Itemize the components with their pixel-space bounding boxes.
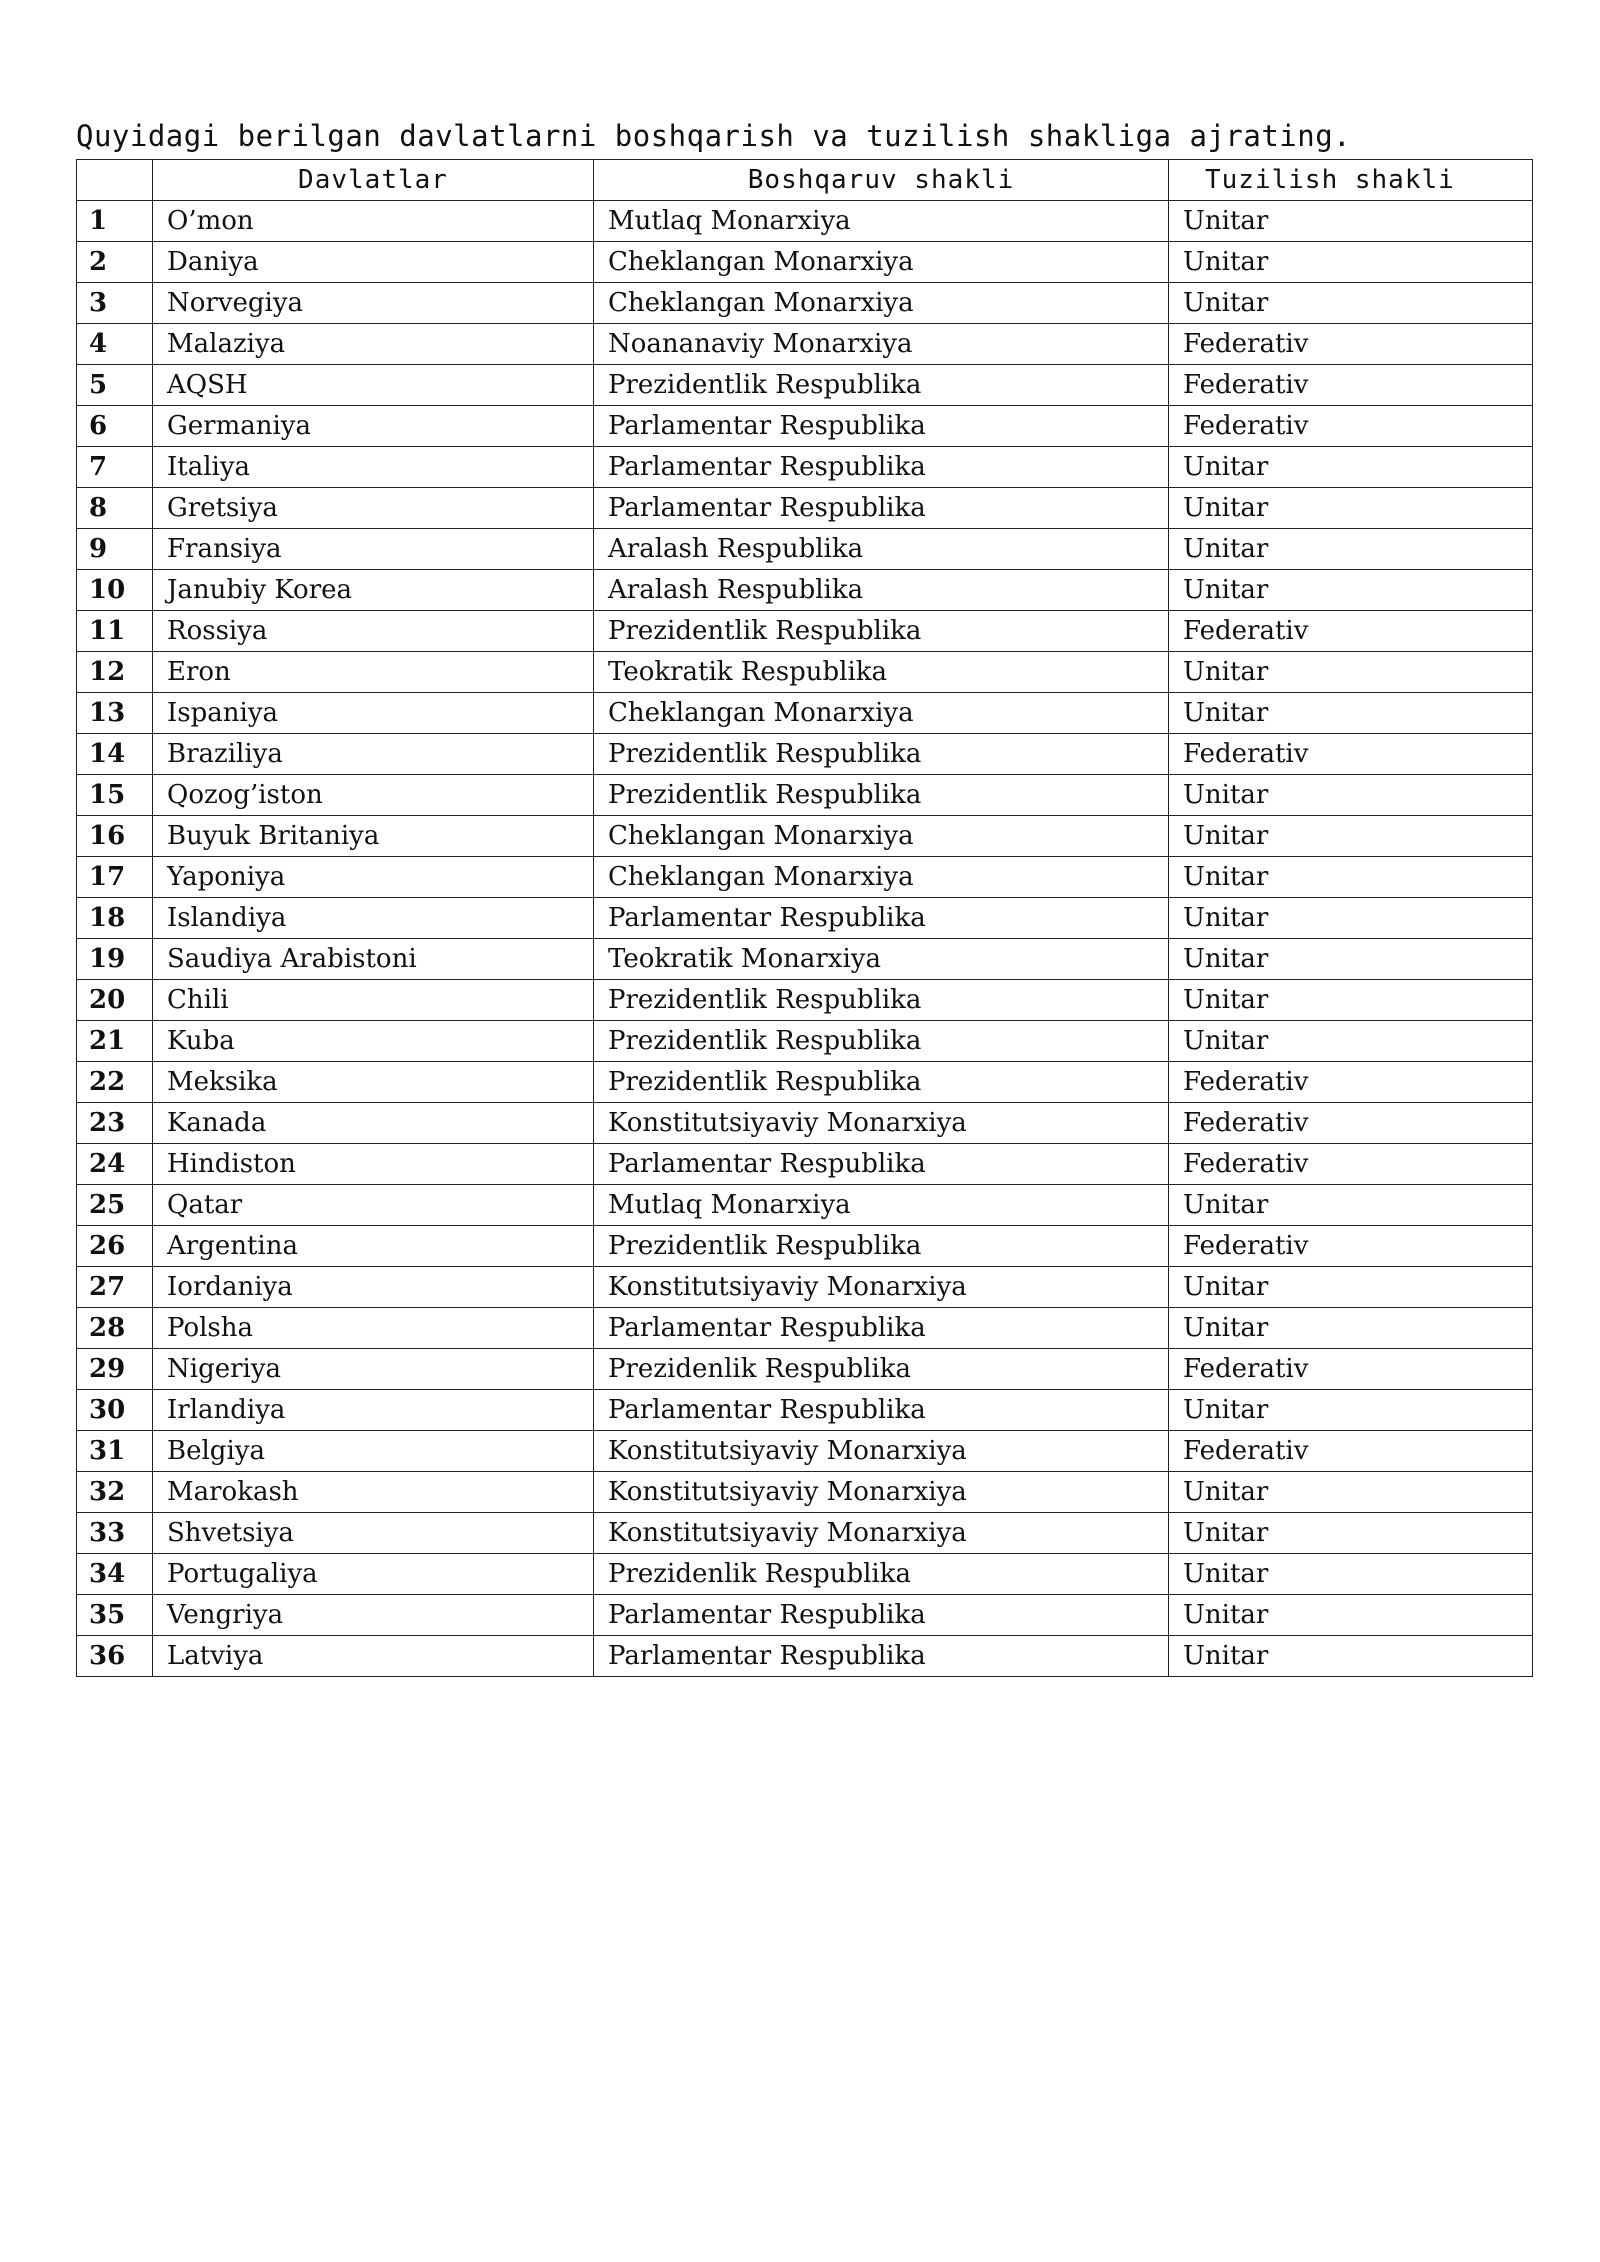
country-cell: Marokash — [153, 1472, 594, 1513]
table-row — [77, 1636, 1533, 1677]
government-form-cell: Parlamentar Respublika — [594, 447, 1169, 488]
country-cell: Portugaliya — [153, 1554, 594, 1595]
row-number-cell: 11 — [77, 611, 153, 652]
row-number-cell: 15 — [77, 775, 153, 816]
structure-form-cell: Unitar — [1169, 201, 1533, 242]
table-row — [77, 242, 1533, 283]
country-cell: Ispaniya — [153, 693, 594, 734]
row-number-cell: 34 — [77, 1554, 153, 1595]
structure-form-cell: Federativ — [1169, 1103, 1533, 1144]
table-row — [77, 1513, 1533, 1554]
government-form-cell: Cheklangan Monarxiya — [594, 693, 1169, 734]
table-row — [77, 775, 1533, 816]
table-row — [77, 1308, 1533, 1349]
structure-form-cell: Federativ — [1169, 1062, 1533, 1103]
table-row — [77, 1021, 1533, 1062]
structure-form-cell: Unitar — [1169, 1021, 1533, 1062]
table-row — [77, 1349, 1533, 1390]
country-cell: Kanada — [153, 1103, 594, 1144]
column-header-number — [77, 160, 153, 201]
table-row — [77, 1062, 1533, 1103]
row-number-cell: 27 — [77, 1267, 153, 1308]
country-cell: Buyuk Britaniya — [153, 816, 594, 857]
government-form-cell: Parlamentar Respublika — [594, 406, 1169, 447]
country-cell: AQSH — [153, 365, 594, 406]
government-form-cell: Konstitutsiyaviy Monarxiya — [594, 1431, 1169, 1472]
row-number-cell: 25 — [77, 1185, 153, 1226]
table-row — [77, 898, 1533, 939]
government-form-cell: Parlamentar Respublika — [594, 488, 1169, 529]
country-cell: Braziliya — [153, 734, 594, 775]
structure-form-cell: Unitar — [1169, 283, 1533, 324]
table-row — [77, 1554, 1533, 1595]
table-row — [77, 857, 1533, 898]
structure-form-cell: Unitar — [1169, 447, 1533, 488]
table-row — [77, 406, 1533, 447]
table-row — [77, 1103, 1533, 1144]
structure-form-cell: Unitar — [1169, 693, 1533, 734]
table-row — [77, 1267, 1533, 1308]
government-form-cell: Cheklangan Monarxiya — [594, 816, 1169, 857]
structure-form-cell: Unitar — [1169, 1636, 1533, 1677]
row-number-cell: 22 — [77, 1062, 153, 1103]
structure-form-cell: Federativ — [1169, 324, 1533, 365]
country-cell: Germaniya — [153, 406, 594, 447]
structure-form-cell: Federativ — [1169, 611, 1533, 652]
row-number-cell: 36 — [77, 1636, 153, 1677]
countries-table — [76, 159, 1533, 1677]
structure-form-cell: Unitar — [1169, 939, 1533, 980]
country-cell: Irlandiya — [153, 1390, 594, 1431]
structure-form-cell: Unitar — [1169, 529, 1533, 570]
government-form-cell: Prezidenlik Respublika — [594, 1554, 1169, 1595]
table-row — [77, 693, 1533, 734]
government-form-cell: Parlamentar Respublika — [594, 1636, 1169, 1677]
government-form-cell: Prezidenlik Respublika — [594, 1349, 1169, 1390]
government-form-cell: Prezidentlik Respublika — [594, 611, 1169, 652]
government-form-cell: Parlamentar Respublika — [594, 898, 1169, 939]
country-cell: Polsha — [153, 1308, 594, 1349]
government-form-cell: Prezidentlik Respublika — [594, 775, 1169, 816]
structure-form-cell: Unitar — [1169, 775, 1533, 816]
row-number-cell: 21 — [77, 1021, 153, 1062]
country-cell: Nigeriya — [153, 1349, 594, 1390]
structure-form-cell: Unitar — [1169, 816, 1533, 857]
country-cell: Qozog’iston — [153, 775, 594, 816]
country-cell: Saudiya Arabistoni — [153, 939, 594, 980]
table-row — [77, 201, 1533, 242]
government-form-cell: Prezidentlik Respublika — [594, 365, 1169, 406]
country-cell: Islandiya — [153, 898, 594, 939]
government-form-cell: Mutlaq Monarxiya — [594, 201, 1169, 242]
table-row — [77, 1185, 1533, 1226]
government-form-cell: Prezidentlik Respublika — [594, 1226, 1169, 1267]
row-number-cell: 35 — [77, 1595, 153, 1636]
row-number-cell: 1 — [77, 201, 153, 242]
government-form-cell: Noananaviy Monarxiya — [594, 324, 1169, 365]
structure-form-cell: Federativ — [1169, 1144, 1533, 1185]
country-cell: Janubiy Korea — [153, 570, 594, 611]
table-row — [77, 611, 1533, 652]
row-number-cell: 17 — [77, 857, 153, 898]
country-cell: Iordaniya — [153, 1267, 594, 1308]
country-cell: Vengriya — [153, 1595, 594, 1636]
column-header-structure: Tuzilish shakli — [1169, 160, 1533, 201]
table-row — [77, 283, 1533, 324]
country-cell: Chili — [153, 980, 594, 1021]
table-row — [77, 529, 1533, 570]
row-number-cell: 2 — [77, 242, 153, 283]
row-number-cell: 9 — [77, 529, 153, 570]
table-row — [77, 816, 1533, 857]
government-form-cell: Aralash Respublika — [594, 529, 1169, 570]
government-form-cell: Mutlaq Monarxiya — [594, 1185, 1169, 1226]
table-row — [77, 1390, 1533, 1431]
country-cell: Norvegiya — [153, 283, 594, 324]
government-form-cell: Konstitutsiyaviy Monarxiya — [594, 1513, 1169, 1554]
structure-form-cell: Unitar — [1169, 1472, 1533, 1513]
row-number-cell: 16 — [77, 816, 153, 857]
country-cell: Kuba — [153, 1021, 594, 1062]
table-row — [77, 488, 1533, 529]
structure-form-cell: Federativ — [1169, 1226, 1533, 1267]
table-row — [77, 1144, 1533, 1185]
row-number-cell: 28 — [77, 1308, 153, 1349]
government-form-cell: Teokratik Respublika — [594, 652, 1169, 693]
structure-form-cell: Unitar — [1169, 980, 1533, 1021]
row-number-cell: 24 — [77, 1144, 153, 1185]
government-form-cell: Parlamentar Respublika — [594, 1308, 1169, 1349]
structure-form-cell: Unitar — [1169, 242, 1533, 283]
structure-form-cell: Unitar — [1169, 488, 1533, 529]
country-cell: Malaziya — [153, 324, 594, 365]
table-row — [77, 570, 1533, 611]
government-form-cell: Konstitutsiyaviy Monarxiya — [594, 1103, 1169, 1144]
country-cell: Rossiya — [153, 611, 594, 652]
table-row — [77, 365, 1533, 406]
government-form-cell: Parlamentar Respublika — [594, 1390, 1169, 1431]
table-row — [77, 447, 1533, 488]
row-number-cell: 8 — [77, 488, 153, 529]
structure-form-cell: Unitar — [1169, 1513, 1533, 1554]
row-number-cell: 20 — [77, 980, 153, 1021]
government-form-cell: Konstitutsiyaviy Monarxiya — [594, 1472, 1169, 1513]
row-number-cell: 5 — [77, 365, 153, 406]
structure-form-cell: Unitar — [1169, 898, 1533, 939]
country-cell: O’mon — [153, 201, 594, 242]
row-number-cell: 7 — [77, 447, 153, 488]
country-cell: Yaponiya — [153, 857, 594, 898]
row-number-cell: 23 — [77, 1103, 153, 1144]
row-number-cell: 32 — [77, 1472, 153, 1513]
column-header-government: Boshqaruv shakli — [594, 160, 1169, 201]
table-row — [77, 1472, 1533, 1513]
country-cell: Eron — [153, 652, 594, 693]
government-form-cell: Cheklangan Monarxiya — [594, 283, 1169, 324]
table-row — [77, 980, 1533, 1021]
row-number-cell: 33 — [77, 1513, 153, 1554]
table-header-row — [77, 160, 1533, 201]
structure-form-cell: Unitar — [1169, 857, 1533, 898]
structure-form-cell: Unitar — [1169, 1308, 1533, 1349]
row-number-cell: 31 — [77, 1431, 153, 1472]
table-row — [77, 1595, 1533, 1636]
structure-form-cell: Unitar — [1169, 1595, 1533, 1636]
government-form-cell: Prezidentlik Respublika — [594, 1021, 1169, 1062]
row-number-cell: 19 — [77, 939, 153, 980]
structure-form-cell: Federativ — [1169, 1349, 1533, 1390]
country-cell: Italiya — [153, 447, 594, 488]
structure-form-cell: Federativ — [1169, 406, 1533, 447]
table-row — [77, 939, 1533, 980]
country-cell: Gretsiya — [153, 488, 594, 529]
structure-form-cell: Unitar — [1169, 1390, 1533, 1431]
structure-form-cell: Unitar — [1169, 1267, 1533, 1308]
row-number-cell: 30 — [77, 1390, 153, 1431]
row-number-cell: 29 — [77, 1349, 153, 1390]
instruction-text: Quyidagi berilgan davlatlarni boshqarish va tuzilish shakliga ajrating. — [76, 119, 1352, 153]
row-number-cell: 10 — [77, 570, 153, 611]
structure-form-cell: Unitar — [1169, 652, 1533, 693]
structure-form-cell: Unitar — [1169, 1185, 1533, 1226]
country-cell: Meksika — [153, 1062, 594, 1103]
government-form-cell: Konstitutsiyaviy Monarxiya — [594, 1267, 1169, 1308]
government-form-cell: Prezidentlik Respublika — [594, 980, 1169, 1021]
country-cell: Qatar — [153, 1185, 594, 1226]
row-number-cell: 12 — [77, 652, 153, 693]
structure-form-cell: Unitar — [1169, 570, 1533, 611]
country-cell: Belgiya — [153, 1431, 594, 1472]
row-number-cell: 13 — [77, 693, 153, 734]
country-cell: Daniya — [153, 242, 594, 283]
table-row — [77, 1431, 1533, 1472]
table-row — [77, 734, 1533, 775]
table-row — [77, 652, 1533, 693]
government-form-cell: Teokratik Monarxiya — [594, 939, 1169, 980]
structure-form-cell: Federativ — [1169, 734, 1533, 775]
row-number-cell: 3 — [77, 283, 153, 324]
row-number-cell: 4 — [77, 324, 153, 365]
government-form-cell: Cheklangan Monarxiya — [594, 242, 1169, 283]
government-form-cell: Aralash Respublika — [594, 570, 1169, 611]
country-cell: Hindiston — [153, 1144, 594, 1185]
structure-form-cell: Unitar — [1169, 1554, 1533, 1595]
row-number-cell: 26 — [77, 1226, 153, 1267]
government-form-cell: Prezidentlik Respublika — [594, 734, 1169, 775]
row-number-cell: 14 — [77, 734, 153, 775]
table-body — [77, 201, 1533, 1677]
government-form-cell: Prezidentlik Respublika — [594, 1062, 1169, 1103]
table-row — [77, 324, 1533, 365]
country-cell: Fransiya — [153, 529, 594, 570]
column-header-country: Davlatlar — [153, 160, 594, 201]
country-cell: Shvetsiya — [153, 1513, 594, 1554]
row-number-cell: 6 — [77, 406, 153, 447]
government-form-cell: Parlamentar Respublika — [594, 1144, 1169, 1185]
country-cell: Argentina — [153, 1226, 594, 1267]
structure-form-cell: Federativ — [1169, 1431, 1533, 1472]
row-number-cell: 18 — [77, 898, 153, 939]
table-row — [77, 1226, 1533, 1267]
government-form-cell: Cheklangan Monarxiya — [594, 857, 1169, 898]
country-cell: Latviya — [153, 1636, 594, 1677]
government-form-cell: Parlamentar Respublika — [594, 1595, 1169, 1636]
structure-form-cell: Federativ — [1169, 365, 1533, 406]
